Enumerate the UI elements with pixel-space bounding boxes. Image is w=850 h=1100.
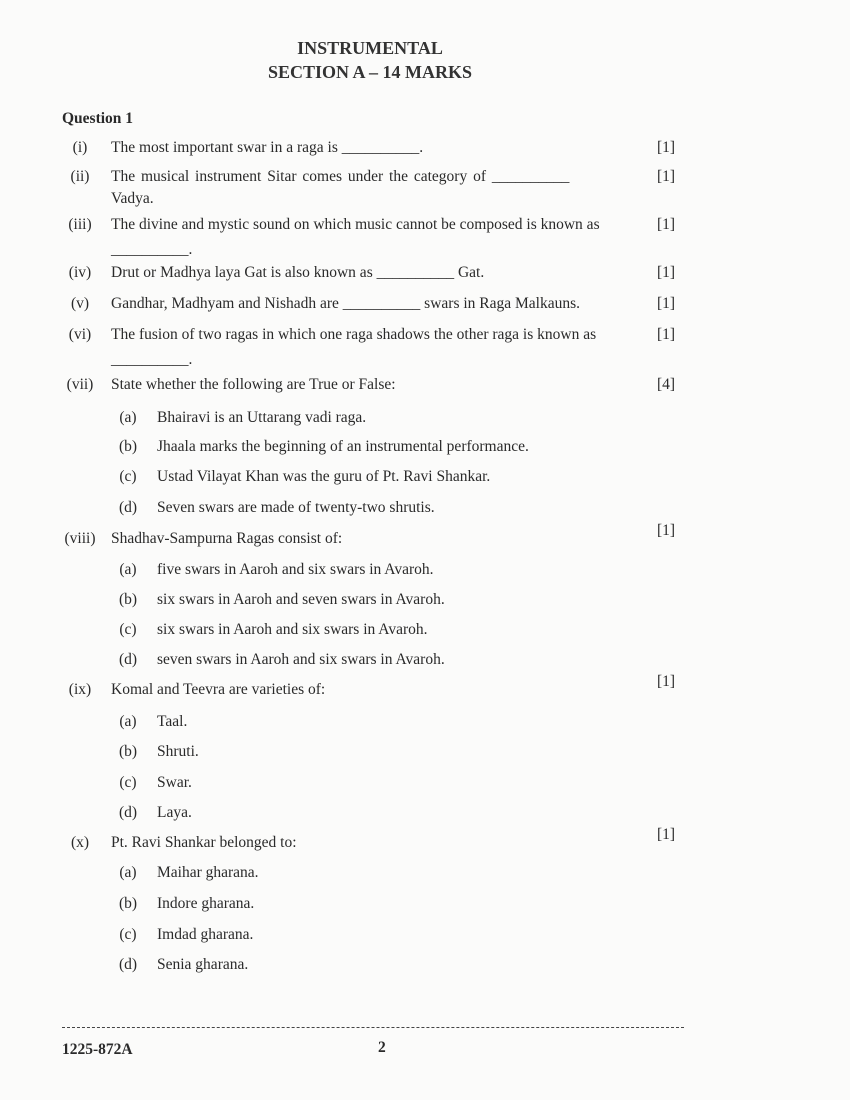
question-text: The most important swar in a raga is __________. bbox=[111, 139, 424, 156]
marks-label: [1] bbox=[657, 295, 676, 312]
option-label: (c) bbox=[119, 621, 137, 638]
option-label: (c) bbox=[119, 774, 137, 791]
marks-label: [1] bbox=[657, 522, 676, 539]
marks-label: [1] bbox=[657, 673, 676, 690]
option-text: Bhairavi is an Uttarang vadi raga. bbox=[157, 409, 367, 426]
option-text: Maihar gharana. bbox=[157, 864, 259, 881]
marks-label: [1] bbox=[657, 216, 676, 233]
option-label: (c) bbox=[119, 468, 137, 485]
marks-label: [4] bbox=[657, 376, 676, 393]
marks-label: [1] bbox=[657, 168, 676, 185]
question-number: (viii) bbox=[64, 530, 96, 547]
option-text: Ustad Vilayat Khan was the guru of Pt. Ravi Shankar. bbox=[157, 468, 491, 485]
option-label: (b) bbox=[118, 743, 138, 760]
option-label: (a) bbox=[119, 864, 137, 881]
question-text: Shadhav-Sampurna Ragas consist of: bbox=[111, 530, 343, 547]
option-label: (c) bbox=[119, 926, 137, 943]
option-label: (d) bbox=[118, 499, 138, 516]
question-text: Komal and Teevra are varieties of: bbox=[111, 681, 326, 698]
option-label: (d) bbox=[118, 956, 138, 973]
marks-label: [1] bbox=[657, 264, 676, 281]
question-text: __________. bbox=[111, 351, 193, 368]
option-label: (b) bbox=[118, 591, 138, 608]
option-text: Jhaala marks the beginning of an instrumental performance. bbox=[157, 438, 529, 455]
question-text: The musical instrument Sitar comes under the category of __________ bbox=[111, 168, 570, 185]
question-number: (iv) bbox=[68, 264, 92, 281]
question-number: (vii) bbox=[66, 376, 94, 393]
option-text: Taal. bbox=[157, 713, 188, 730]
option-text: six swars in Aaroh and six swars in Avaroh. bbox=[157, 621, 428, 638]
option-text: Laya. bbox=[157, 804, 192, 821]
paper-code: 1225-872A bbox=[62, 1041, 133, 1058]
marks-label: [1] bbox=[657, 326, 676, 343]
question-number: (i) bbox=[72, 139, 88, 156]
question-number: (v) bbox=[70, 295, 90, 312]
option-label: (b) bbox=[118, 895, 138, 912]
section-title: SECTION A – 14 MARKS bbox=[267, 62, 473, 82]
question-number: (x) bbox=[70, 834, 90, 851]
marks-label: [1] bbox=[657, 826, 676, 843]
question-number: (ii) bbox=[70, 168, 90, 185]
page-title: INSTRUMENTAL bbox=[297, 38, 443, 58]
question-text: Drut or Madhya laya Gat is also known as __________ Gat. bbox=[111, 264, 485, 281]
question-number: (iii) bbox=[68, 216, 92, 233]
question-number: (ix) bbox=[68, 681, 92, 698]
option-label: (d) bbox=[118, 651, 138, 668]
question-text: The fusion of two ragas in which one raga shadows the other raga is known as bbox=[111, 326, 597, 343]
option-label: (a) bbox=[119, 409, 137, 426]
option-text: Swar. bbox=[157, 774, 192, 791]
option-text: five swars in Aaroh and six swars in Avaroh. bbox=[157, 561, 434, 578]
option-text: Senia gharana. bbox=[157, 956, 249, 973]
question-text: Vadya. bbox=[111, 190, 154, 207]
marks-label: [1] bbox=[657, 139, 676, 156]
question-number: (vi) bbox=[68, 326, 92, 343]
option-text: Seven swars are made of twenty-two shrutis. bbox=[157, 499, 435, 516]
question-text: State whether the following are True or False: bbox=[111, 376, 396, 393]
option-text: six swars in Aaroh and seven swars in Avaroh. bbox=[157, 591, 445, 608]
question-heading: Question 1 bbox=[62, 110, 134, 127]
question-text: The divine and mystic sound on which music cannot be composed is known as bbox=[111, 216, 600, 233]
option-text: Shruti. bbox=[157, 743, 199, 760]
option-text: Indore gharana. bbox=[157, 895, 255, 912]
option-label: (d) bbox=[118, 804, 138, 821]
option-label: (a) bbox=[119, 561, 137, 578]
option-label: (a) bbox=[119, 713, 137, 730]
option-text: Imdad gharana. bbox=[157, 926, 254, 943]
option-label: (b) bbox=[118, 438, 138, 455]
question-text: Gandhar, Madhyam and Nishadh are __________ swars in Raga Malkauns. bbox=[111, 295, 581, 312]
footer-divider bbox=[62, 1027, 684, 1028]
option-text: seven swars in Aaroh and six swars in Avaroh. bbox=[157, 651, 445, 668]
question-text: Pt. Ravi Shankar belonged to: bbox=[111, 834, 297, 851]
question-text: __________. bbox=[111, 241, 193, 258]
page-number: 2 bbox=[378, 1039, 386, 1056]
